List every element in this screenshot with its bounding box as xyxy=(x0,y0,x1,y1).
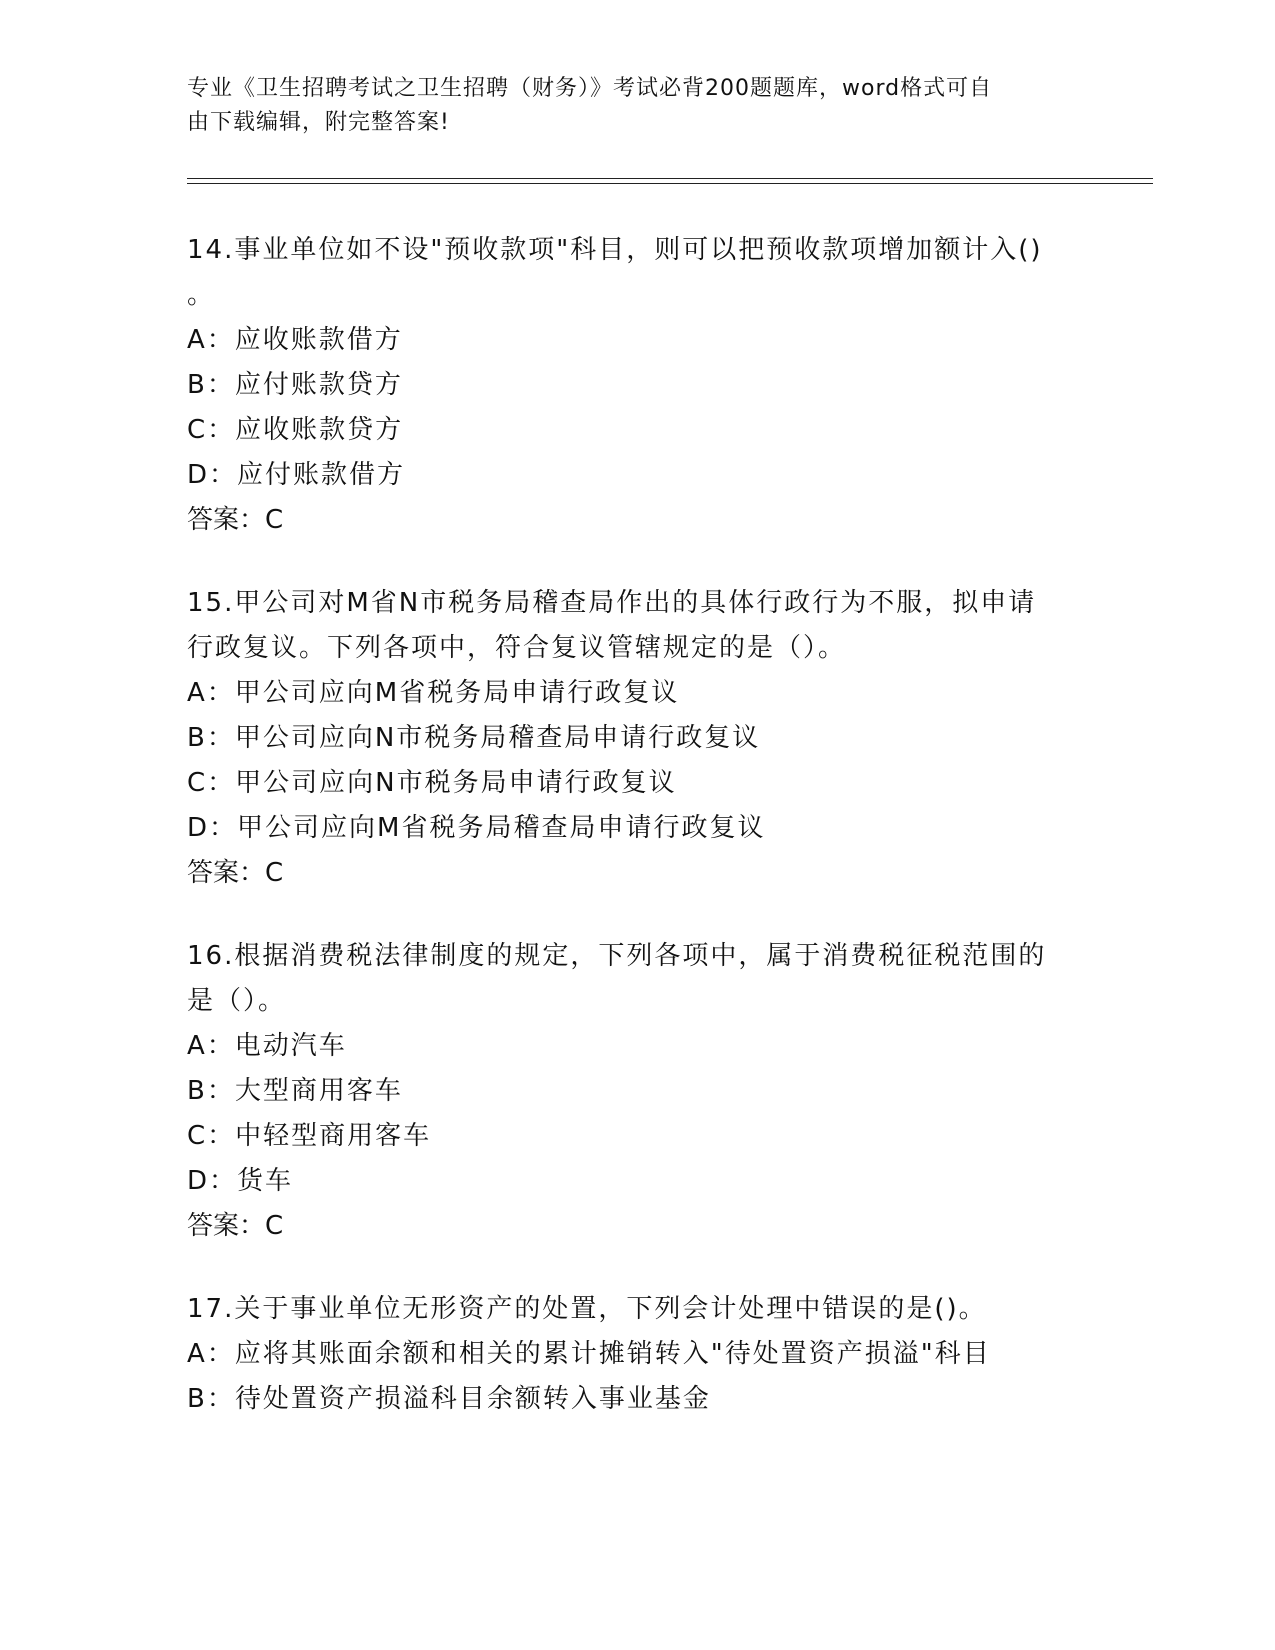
question-15 xyxy=(187,581,1087,896)
question-stem-line-2: 。 xyxy=(187,280,216,310)
question-stem xyxy=(187,934,1087,1024)
option-b: B：应付账款贷方 xyxy=(187,370,403,400)
question-list xyxy=(187,228,1087,1460)
option-c: C：甲公司应向N市税务局申请行政复议 xyxy=(187,768,677,798)
question-16 xyxy=(187,934,1087,1249)
option-d: D：应付账款借方 xyxy=(187,460,406,490)
question-stem xyxy=(187,228,1087,318)
option-a: A：电动汽车 xyxy=(187,1031,347,1061)
question-stem xyxy=(187,1287,1087,1332)
option-a: A：应将其账面余额和相关的累计摊销转入"待处置资产损溢"科目 xyxy=(187,1339,991,1369)
option-list xyxy=(187,671,1087,851)
option-c: C：应收账款贷方 xyxy=(187,415,404,445)
question-14 xyxy=(187,228,1087,543)
option-list xyxy=(187,1332,1087,1422)
option-b: B：大型商用客车 xyxy=(187,1076,403,1106)
option-list xyxy=(187,1024,1087,1204)
header-line-2: 由下载编辑，附完整答案! xyxy=(187,110,450,135)
option-d: D：货车 xyxy=(187,1166,294,1196)
header-line-1: 专业《卫生招聘考试之卫生招聘（财务）》考试必背200题题库，word格式可自 xyxy=(187,76,993,101)
option-a: A：甲公司应向M省税务局申请行政复议 xyxy=(187,678,680,708)
question-stem xyxy=(187,581,1087,671)
option-list xyxy=(187,318,1087,498)
question-stem-line-1: 14.事业单位如不设"预收款项"科目，则可以把预收款项增加额计入() xyxy=(187,235,1043,265)
option-b: B：甲公司应向N市税务局稽查局申请行政复议 xyxy=(187,723,761,753)
question-stem-line-2: 是（）。 xyxy=(187,986,287,1016)
option-a: A：应收账款借方 xyxy=(187,325,403,355)
answer-label: 答案：C xyxy=(187,858,284,888)
header-divider-top xyxy=(187,178,1153,179)
header-divider-bottom xyxy=(187,183,1153,184)
document-header xyxy=(187,72,1087,140)
answer-label: 答案：C xyxy=(187,1211,284,1241)
option-b: B：待处置资产损溢科目余额转入事业基金 xyxy=(187,1384,711,1414)
option-c: C：中轻型商用客车 xyxy=(187,1121,432,1151)
option-d: D：甲公司应向M省税务局稽查局申请行政复议 xyxy=(187,813,766,843)
question-stem-line-1: 17.关于事业单位无形资产的处置，下列会计处理中错误的是()。 xyxy=(187,1294,987,1324)
question-stem-line-1: 15.甲公司对M省N市税务局稽查局作出的具体行政行为不服，拟申请 xyxy=(187,588,1037,618)
question-stem-line-2: 行政复议。下列各项中，符合复议管辖规定的是（）。 xyxy=(187,633,847,663)
question-stem-line-1: 16.根据消费税法律制度的规定，下列各项中，属于消费税征税范围的 xyxy=(187,941,1047,971)
question-17 xyxy=(187,1287,1087,1422)
answer-label: 答案：C xyxy=(187,505,284,535)
